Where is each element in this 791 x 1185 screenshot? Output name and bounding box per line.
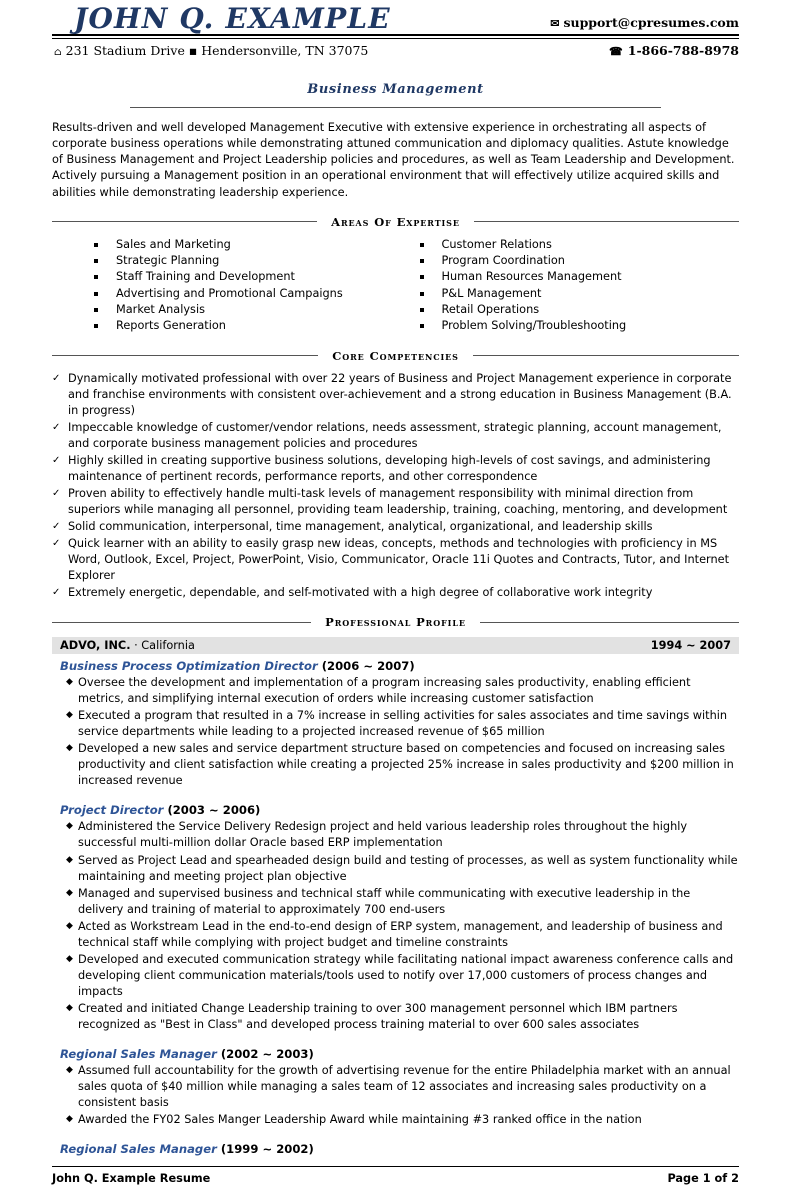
section-rule-left xyxy=(52,221,317,222)
list-item xyxy=(52,741,739,789)
checkmark-icon: ✓ xyxy=(52,538,61,550)
list-item xyxy=(90,318,396,334)
list-item xyxy=(52,919,739,951)
header-bottom-row xyxy=(52,43,739,58)
job-bullets xyxy=(52,675,739,789)
job-title: Project Director xyxy=(60,803,164,818)
list-item-label: Retail Operations xyxy=(441,303,540,317)
diamond-bullet-icon: ◆ xyxy=(66,1064,73,1075)
diamond-bullet-icon: ◆ xyxy=(66,710,73,721)
list-item-label: Assumed full accountability for the growth of advertising revenue for the entire Philadelphia market with an annual sales quota of $40 million while managing a sales team of 12 associates and increasing sales productivity on a consistent basis xyxy=(78,1063,731,1109)
section-rule-left xyxy=(52,355,318,356)
list-item-label: Created and initiated Change Leadership training to over 300 management personnel which IBM partners recognized as "Best in Class" and developed process training material to over 600 sales associates xyxy=(78,1001,678,1031)
checkmark-icon: ✓ xyxy=(52,421,61,433)
list-item-label: Acted as Workstream Lead in the end-to-end design of ERP system, management, and leadership of business and technical staff while complying with project budget and timeline constraints xyxy=(78,919,723,949)
envelope-icon: ✉ xyxy=(550,17,560,31)
list-item xyxy=(416,318,740,334)
list-item xyxy=(52,819,739,851)
diamond-bullet-icon: ◆ xyxy=(66,821,73,832)
diamond-bullet-icon: ◆ xyxy=(66,1002,73,1013)
job-title-row xyxy=(60,803,739,817)
list-item xyxy=(52,371,739,419)
square-bullet-icon xyxy=(94,259,98,263)
core-competencies-list xyxy=(52,371,739,601)
section-rule-right xyxy=(473,355,739,356)
phone-text: 1-866-788-8978 xyxy=(627,43,739,59)
list-item xyxy=(52,420,739,452)
list-item xyxy=(90,286,396,302)
expertise-column-right xyxy=(396,237,740,335)
document-title: Business Management xyxy=(307,82,484,98)
address-contact xyxy=(52,43,368,58)
email-text: support@cpresumes.com xyxy=(563,15,739,31)
diamond-bullet-icon: ◆ xyxy=(66,743,73,754)
job-title-row xyxy=(60,1047,739,1061)
list-item xyxy=(416,302,740,318)
list-item-label: Problem Solving/Troubleshooting xyxy=(441,319,627,333)
list-item-label: Impeccable knowledge of customer/vendor relations, needs assessment, strategic planning, account management, and corporate business management policies and procedures xyxy=(68,420,722,450)
header-divider xyxy=(52,34,739,39)
address-text: 231 Stadium Drive ▪ Hendersonville, TN 37075 xyxy=(65,43,369,59)
job-title: Business Process Optimization Director xyxy=(60,659,318,674)
checkmark-icon: ✓ xyxy=(52,521,61,533)
job-years: (2006 ~ 2007) xyxy=(321,659,415,674)
list-item xyxy=(90,253,396,269)
square-bullet-icon xyxy=(94,292,98,296)
company-dates: 1994 ~ 2007 xyxy=(650,639,731,653)
company-location: · California xyxy=(134,639,195,653)
list-item xyxy=(416,286,740,302)
section-rule-right xyxy=(474,221,739,222)
list-item xyxy=(416,253,740,269)
diamond-bullet-icon: ◆ xyxy=(66,677,73,688)
list-item-label: Quick learner with an ability to easily grasp new ideas, concepts, methods and technologies with proficiency in MS Word, Outlook, Excel, Project, PowerPoint, Visio, Communicator, Oracle 11i Quotes and Contracts, Tutor, and Internet Explorer xyxy=(68,537,730,583)
list-item-label: Administered the Service Delivery Redesign project and held various leadership roles throughout the highly successful multi-million dollar Oracle based ERP implementation xyxy=(78,820,688,850)
list-item xyxy=(52,1112,739,1128)
section-header-professional-profile xyxy=(52,615,739,629)
square-bullet-icon xyxy=(420,243,424,247)
list-item xyxy=(52,1063,739,1111)
section-title: Core Competencies xyxy=(332,348,459,363)
square-bullet-icon xyxy=(420,308,424,312)
square-bullet-icon xyxy=(420,292,424,296)
company-header-bar xyxy=(52,637,739,654)
job-title: Regional Sales Manager xyxy=(60,1141,217,1156)
square-bullet-icon xyxy=(94,243,98,247)
telephone-icon: ☎ xyxy=(609,45,623,59)
job-years: (2002 ~ 2003) xyxy=(220,1046,314,1061)
job-title-row xyxy=(60,1142,739,1156)
list-item-label: Managed and supervised business and technical staff while communicating with executive leadership in the delivery and training of material to approximately 700 end-users xyxy=(78,886,691,916)
list-item xyxy=(52,853,739,885)
resume-header xyxy=(52,0,739,58)
job-years: (2003 ~ 2006) xyxy=(167,803,261,818)
areas-of-expertise-list xyxy=(52,237,739,335)
checkmark-icon: ✓ xyxy=(52,488,61,500)
footer-page-number: Page 1 of 2 xyxy=(667,1171,739,1185)
checkmark-icon: ✓ xyxy=(52,587,61,599)
job-title-row xyxy=(60,659,739,673)
section-rule-right xyxy=(480,622,739,623)
diamond-bullet-icon: ◆ xyxy=(66,1113,73,1124)
list-item-label: Reports Generation xyxy=(116,319,226,333)
section-title: Professional Profile xyxy=(325,615,466,630)
list-item xyxy=(90,237,396,253)
title-divider xyxy=(130,107,661,108)
candidate-name: JOHN Q. EXAMPLE xyxy=(74,2,391,35)
job-bullets xyxy=(52,1063,739,1128)
list-item-label: Customer Relations xyxy=(441,237,552,251)
list-item xyxy=(52,585,739,601)
list-item-label: Market Analysis xyxy=(116,303,205,317)
square-bullet-icon xyxy=(420,259,424,263)
section-title: Areas Of Expertise xyxy=(331,214,460,229)
list-item xyxy=(90,302,396,318)
list-item-label: Solid communication, interpersonal, time management, analytical, organizational, and leadership skills xyxy=(68,520,653,534)
list-item-label: Proven ability to effectively handle multi-task levels of management responsibility with minimal direction from superiors while managing all personnel, providing team leadership, training, coaching, mentoring, and development xyxy=(68,487,728,517)
list-item xyxy=(52,486,739,518)
footer-left-label: John Q. Example Resume xyxy=(52,1171,211,1185)
list-item-label: Program Coordination xyxy=(441,253,565,267)
list-item-label: Sales and Marketing xyxy=(116,237,231,251)
list-item xyxy=(52,708,739,740)
square-bullet-icon xyxy=(94,324,98,328)
list-item xyxy=(52,886,739,918)
list-item-label: Strategic Planning xyxy=(116,253,220,267)
list-item-label: Developed and executed communication strategy while facilitating national impact awareness conference calls and developing client communication materials/tools used to notify over 17,000 customers of process changes and impacts xyxy=(78,952,734,998)
list-item xyxy=(52,1001,739,1033)
list-item-label: Extremely energetic, dependable, and self-motivated with a high degree of collaborative work integrity xyxy=(68,586,653,600)
checkmark-icon: ✓ xyxy=(52,372,61,384)
list-item xyxy=(416,269,740,285)
section-rule-left xyxy=(52,622,311,623)
list-item-label: P&L Management xyxy=(441,286,542,300)
list-item-label: Oversee the development and implementation of a program increasing sales productivity, enabling efficient metrics, and simplifying internal execution of orders while increasing customer satisfaction xyxy=(78,676,691,706)
section-header-areas-of-expertise xyxy=(52,215,739,229)
job-years: (1999 ~ 2002) xyxy=(220,1141,314,1156)
list-item-label: Served as Project Lead and spearheaded design build and testing of processes, as well as system functionality while maintaining and meeting project plan objective xyxy=(78,853,738,883)
home-icon: ⌂ xyxy=(54,47,62,59)
job-bullets xyxy=(52,819,739,1032)
square-bullet-icon xyxy=(420,275,424,279)
list-item-label: Executed a program that resulted in a 7% increase in selling activities for sales associates and time savings within service departments while leading to a projected increased revenue of $65 million xyxy=(78,709,728,739)
diamond-bullet-icon: ◆ xyxy=(66,854,73,865)
email-contact xyxy=(550,15,739,33)
checkmark-icon: ✓ xyxy=(52,454,61,466)
list-item xyxy=(52,952,739,1000)
list-item xyxy=(52,536,739,584)
list-item-label: Highly skilled in creating supportive business solutions, developing high-levels of cost savings, and administering maintenance of pertinent records, performance reports, and other correspondence xyxy=(68,453,711,483)
list-item xyxy=(52,453,739,485)
list-item-label: Staff Training and Development xyxy=(116,270,295,284)
company-identity xyxy=(60,639,195,652)
list-item-label: Advertising and Promotional Campaigns xyxy=(116,286,343,300)
section-header-core-competencies xyxy=(52,349,739,363)
square-bullet-icon xyxy=(94,275,98,279)
expertise-column-left xyxy=(52,237,396,335)
job-title: Regional Sales Manager xyxy=(60,1046,217,1061)
list-item xyxy=(52,519,739,535)
list-item xyxy=(416,237,740,253)
diamond-bullet-icon: ◆ xyxy=(66,920,73,931)
square-bullet-icon xyxy=(94,308,98,312)
list-item xyxy=(52,675,739,707)
list-item-label: Developed a new sales and service department structure based on competencies and focused on increasing sales productivity and client satisfaction while creating a projected 25% increase in sales productivity and $200 million in increased revenue xyxy=(78,742,734,788)
phone-contact xyxy=(609,43,739,58)
diamond-bullet-icon: ◆ xyxy=(66,887,73,898)
list-item xyxy=(90,269,396,285)
profile-summary: Results-driven and well developed Management Executive with extensive experience in orchestrating all aspects of corporate business operations while demonstrating attuned communication and diplomacy qualities. Astute knowledge of Business Management and Project Leadership policies and procedures, as well as Team Leadership and Development. Actively pursuing a Management position in an operational environment that will effectively utilize acquired skills and abilities while demonstrating leadership experience. xyxy=(52,121,735,199)
company-name: ADVO, INC. xyxy=(60,639,131,653)
header-top-row xyxy=(52,4,739,33)
list-item-label: Awarded the FY02 Sales Manger Leadership Award while maintaining #3 ranked office in the nation xyxy=(78,1112,642,1126)
page-footer xyxy=(52,1167,739,1185)
diamond-bullet-icon: ◆ xyxy=(66,953,73,964)
list-item-label: Human Resources Management xyxy=(441,270,622,284)
list-item-label: Dynamically motivated professional with over 22 years of Business and Project Management experience in corporate and franchise environments with consistent over-achievement and a strong education in Business Management (B.A. in progress) xyxy=(68,371,732,417)
square-bullet-icon xyxy=(420,324,424,328)
